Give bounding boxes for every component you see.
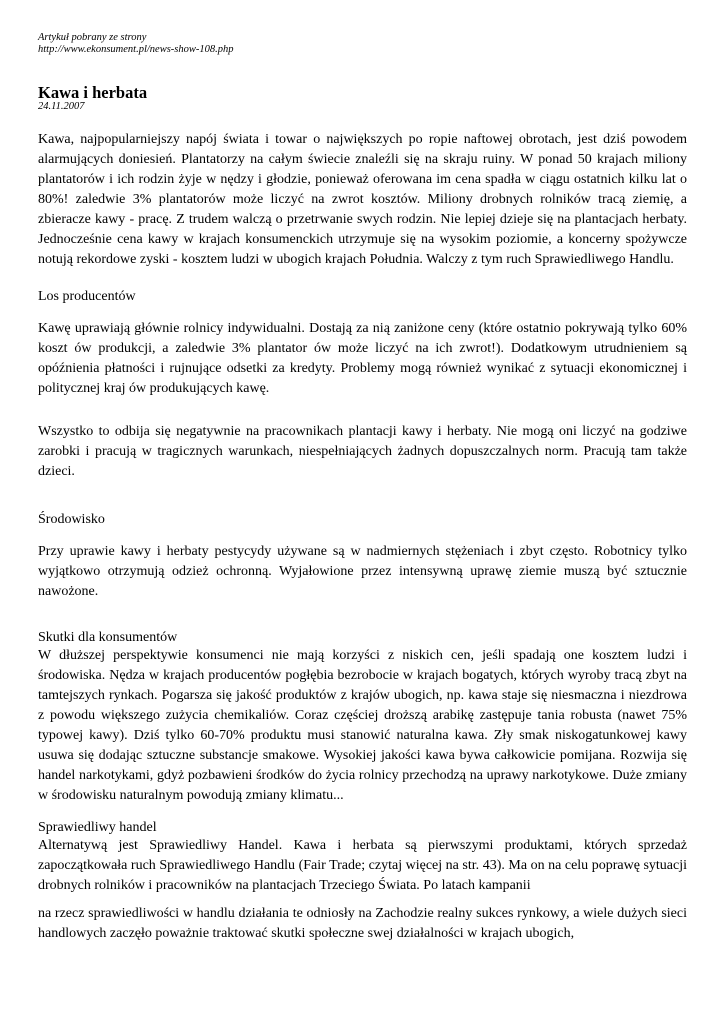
section-heading-producers: Los producentów [38, 289, 136, 304]
environment-paragraph: Przy uprawie kawy i herbaty pestycydy używane są w nadmiernych stężeniach i zbyt często. Robotnicy tylko wyjątkowo otrzymują odzież ochronną. Wyjałowione przez intensywną uprawę ziemie muszą być sztucznie nawożone. [38, 544, 687, 599]
article-date: 24.11.2007 [38, 101, 85, 112]
fair-trade-paragraph-2: na rzecz sprawiedliwości w handlu działania te odniosły na Zachodzie realny sukces rynkowy, a wiele dużych sieci handlowych zaczęło poważnie traktować skutki społeczne swej działalności w krajach ubogich, [38, 906, 687, 941]
source-note [38, 32, 234, 56]
intro-paragraph: Kawa, najpopularniejszy napój świata i towar o największych po ropie naftowej obrotach, jest dziś powodem alarmujących doniesień. Plantatorzy na całym świecie znaleźli się na skraju ruiny. W ponad 50 krajach miliony plantatorów i ich rodzin żyje w nędzy i głodzie, ponieważ oferowana im cena spadła w ciągu ostatnich kilku lat o 80%! zaledwie 3% plantatorów może liczyć na zwrot kosztów. Miliony drobnych rolników tracą ziemię, a zbieracze kawy - pracę. Z trudem walczą o przetrwanie swych rodzin. Nie lepiej dzieje się na plantacjach herbaty. Jednocześnie cena kawy w krajach konsumenckich utrzymuje się na wysokim poziomie, a koncerny spożywcze notują rekordowe zyski - kosztem ludzi w ubogich krajach Południa. Walczy z tym ruch Sprawiedliwego Handlu. [38, 132, 687, 267]
article-title: Kawa i herbata [38, 83, 148, 102]
producers-paragraph-1: Kawę uprawiają głównie rolnicy indywidualni. Dostają za nią zaniżone ceny (które ostatnio pokrywają tylko 60% koszt ów produkcji, a zaledwie 3% plantator ów może liczyć na ich zwrot!). Dodatkowym utrudnieniem są opóźnienia płatności i rujnujące odsetki za kredyty. Problemy mogą również wynikać z sytuacji ekonomicznej i politycznej kraj ów produkujących kawę. [38, 321, 687, 396]
consumers-paragraph: W dłuższej perspektywie konsumenci nie mają korzyści z niskich cen, jeśli spadają one kosztem ludzi i środowiska. Nędza w krajach producentów pogłębia bezrobocie w krajach bogatych, których wyroby tracą zbyt na tamtejszych rynkach. Pogarsza się jakość produktów z krajów ubogich, np. kawa staje się niesmaczna i niezdrowa z powodu większego zużycia chemikaliów. Coraz częściej droższą arabikę zastępuje tania robusta (nawet 75% typowej kawy). Dziś tylko 60-70% produktu musi stanowić naturalna kawa. Zły smak niskogatunkowej kawy usuwa się dodając sztuczne substancje smakowe. Wysokiej jakości kawa bywa całkowicie pomijana. Rozwija się handel narkotykami, gdyż pozbawieni środków do życia rolnicy przechodzą na uprawy narkotykowe. Duże zmiany w środowisku naturalnym powodują zmiany klimatu... [38, 648, 687, 803]
section-heading-consumers: Skutki dla konsumentów [38, 630, 178, 645]
section-heading-fair-trade: Sprawiedliwy handel [38, 820, 157, 835]
producers-paragraph-2: Wszystko to odbija się negatywnie na pracownikach plantacji kawy i herbaty. Nie mogą oni liczyć na godziwe zarobki i pracują w tragicznych warunkach, niespełniających żadnych dopuszczalnych norm. Pracują tam także dzieci. [38, 424, 687, 479]
section-heading-environment: Środowisko [38, 512, 105, 527]
fair-trade-paragraph-1: Alternatywą jest Sprawiedliwy Handel. Kawa i herbata są pierwszymi produktami, których sprzedaż zapoczątkowała ruch Sprawiedliwego Handlu (Fair Trade; czytaj więcej na str. 43). Ma on na celu poprawę sytuacji drobnych rolników i pracowników na plantacjach Trzeciego Świata. Po latach kampanii [38, 838, 687, 893]
source-label: Artykuł pobrany ze strony [38, 32, 147, 43]
source-url: http://www.ekonsument.pl/news-show-108.php [38, 44, 234, 55]
